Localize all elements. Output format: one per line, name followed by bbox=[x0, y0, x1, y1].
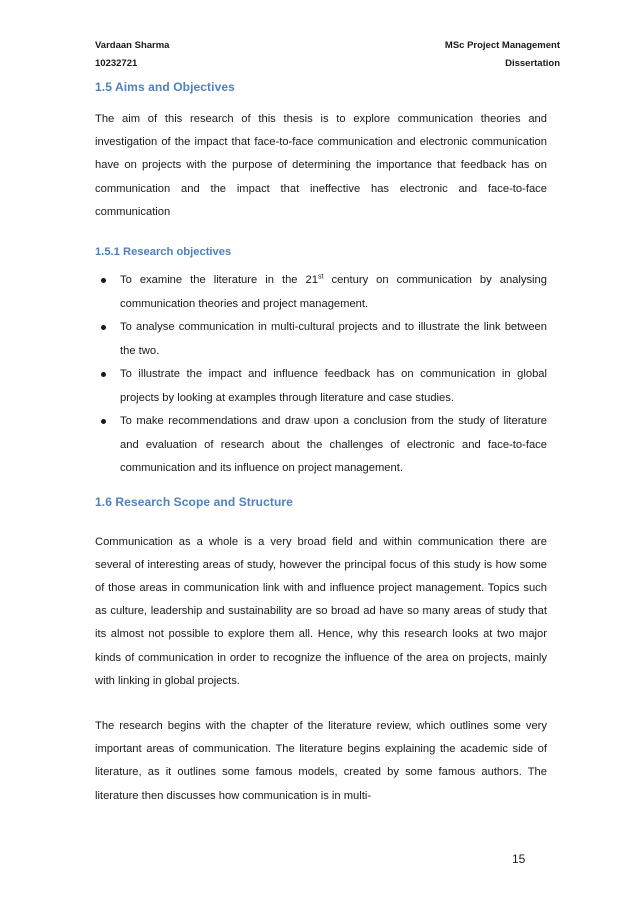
header-author: Vardaan Sharma bbox=[95, 40, 170, 51]
bullet-1-superscript: st bbox=[318, 273, 324, 281]
aims-paragraph: The aim of this research of this thesis is to explore communication theories and investigation of the impact that face-to-face communication and electronic communication have on projects with the purpose of determining the importance that feedback has on communication and the impact that ineffective has electronic and face-to-face communication bbox=[95, 113, 547, 218]
section-heading-aims: 1.5 Aims and Objectives bbox=[95, 80, 235, 94]
bullet-3-text: To illustrate the impact and influence feedback has on communication in global projects by looking at examples through literature and case studies. bbox=[120, 368, 547, 404]
list-item bbox=[95, 363, 547, 410]
scope-paragraph-2: The research begins with the chapter of the literature review, which outlines some very important areas of communication. The literature begins explaining the academic side of literature, as it outlines some famous models, created by some famous authors. The literature then discusses how communication is in multi- bbox=[95, 719, 547, 802]
subsection-heading-research-objectives: 1.5.1 Research objectives bbox=[95, 246, 232, 259]
page-header bbox=[95, 37, 560, 73]
bullet-icon bbox=[101, 278, 106, 283]
bullet-1-text-start: To examine the literature in the 21 bbox=[120, 274, 318, 287]
bullet-4-text: To make recommendations and draw upon a conclusion from the study of literature and evaluation of research about the challenges of electronic and face-to-face communication and its influence on project management. bbox=[120, 415, 547, 475]
bullet-icon bbox=[101, 325, 106, 330]
page-content bbox=[95, 76, 547, 808]
header-doc-type: Dissertation bbox=[505, 58, 560, 69]
bullet-icon bbox=[101, 372, 106, 377]
scope-paragraph-1: Communication as a whole is a very broad field and within communication there are several of interesting areas of study, however the principal focus of this study is how some of those areas in communication link with and influence project management. Topics such as culture, leadership and sustainability are so broad ad have so many areas of study that its almost not possible to explore them all. Hence, why this research looks at two major kinds of communication in order to recognize the influence of the area on projects, mainly with linking in global projects. bbox=[95, 535, 547, 687]
header-course: MSc Project Management bbox=[444, 40, 560, 51]
header-student-id: 10232721 bbox=[95, 58, 138, 69]
objectives-list bbox=[95, 269, 547, 481]
page-number: 15 bbox=[512, 852, 526, 866]
list-item bbox=[95, 269, 547, 316]
bullet-2-text: To analyse communication in multi-cultural projects and to illustrate the link between the two. bbox=[120, 321, 547, 357]
bullet-icon bbox=[101, 419, 106, 424]
section-heading-scope: 1.6 Research Scope and Structure bbox=[95, 494, 293, 509]
bullet-1-text-end: century on communication by analysing communication theories and project management. bbox=[120, 274, 547, 310]
list-item bbox=[95, 316, 547, 363]
list-item bbox=[95, 410, 547, 481]
